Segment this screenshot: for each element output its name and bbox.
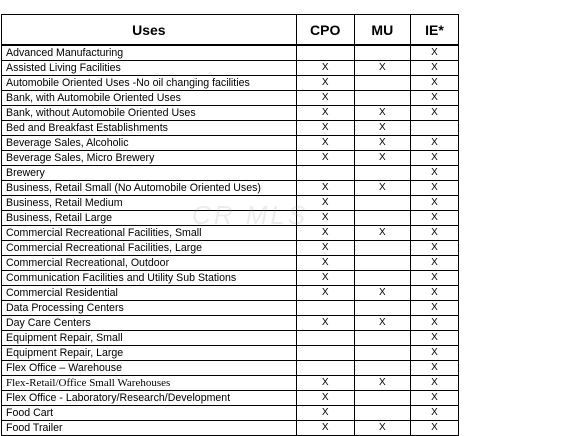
ie-cell: X xyxy=(410,376,458,391)
mu-cell xyxy=(354,211,410,226)
use-cell: Commercial Recreational, Outdoor xyxy=(2,256,297,271)
table-row xyxy=(2,301,459,316)
mu-cell xyxy=(354,45,410,61)
mu-cell xyxy=(354,91,410,106)
cpo-cell: X xyxy=(296,316,354,331)
cpo-cell xyxy=(296,361,354,376)
mu-cell xyxy=(354,346,410,361)
mu-cell xyxy=(354,256,410,271)
table-row xyxy=(2,106,459,121)
mu-cell: X xyxy=(354,121,410,136)
mu-cell xyxy=(354,331,410,346)
table-row xyxy=(2,331,459,346)
table-row xyxy=(2,406,459,421)
cpo-cell: X xyxy=(296,226,354,241)
use-cell: Food Trailer xyxy=(2,421,297,436)
ie-cell: X xyxy=(410,391,458,406)
use-cell: Automobile Oriented Uses -No oil changing facilities xyxy=(2,76,297,91)
table-row xyxy=(2,211,459,226)
use-cell: Equipment Repair, Large xyxy=(2,346,297,361)
cpo-cell xyxy=(296,331,354,346)
cpo-cell: X xyxy=(296,271,354,286)
cpo-cell: X xyxy=(296,151,354,166)
table-row xyxy=(2,391,459,406)
cpo-cell: X xyxy=(296,376,354,391)
table-row xyxy=(2,376,459,391)
cpo-cell: X xyxy=(296,76,354,91)
watermark: CR MLS xyxy=(192,200,309,230)
use-cell: Business, Retail Large xyxy=(2,211,297,226)
mu-cell xyxy=(354,391,410,406)
cpo-cell: X xyxy=(296,196,354,211)
mu-cell: X xyxy=(354,106,410,121)
table-row xyxy=(2,121,459,136)
ie-cell: X xyxy=(410,406,458,421)
cpo-cell: X xyxy=(296,391,354,406)
cpo-cell: X xyxy=(296,421,354,436)
use-cell: Commercial Recreational Facilities, Large xyxy=(2,241,297,256)
use-cell: Bank, with Automobile Oriented Uses xyxy=(2,91,297,106)
header-uses: Uses xyxy=(2,15,297,46)
cpo-cell: X xyxy=(296,241,354,256)
header-ie: IE* xyxy=(410,15,458,46)
ie-cell: X xyxy=(410,286,458,301)
use-cell: Bed and Breakfast Establishments xyxy=(2,121,297,136)
ie-cell: X xyxy=(410,76,458,91)
table-row xyxy=(2,61,459,76)
table-row xyxy=(2,286,459,301)
cpo-cell: X xyxy=(296,121,354,136)
mu-cell xyxy=(354,166,410,181)
ie-cell: X xyxy=(410,181,458,196)
table-row xyxy=(2,271,459,286)
mu-cell xyxy=(354,361,410,376)
mu-cell: X xyxy=(354,181,410,196)
ie-cell: X xyxy=(410,421,458,436)
header-cpo: CPO xyxy=(296,15,354,46)
cpo-cell: X xyxy=(296,256,354,271)
use-cell: Food Cart xyxy=(2,406,297,421)
cpo-cell xyxy=(296,346,354,361)
ie-cell: X xyxy=(410,241,458,256)
mu-cell: X xyxy=(354,376,410,391)
cpo-cell: X xyxy=(296,61,354,76)
cpo-cell xyxy=(296,45,354,61)
use-cell: Beverage Sales, Micro Brewery xyxy=(2,151,297,166)
cpo-cell: X xyxy=(296,106,354,121)
mu-cell: X xyxy=(354,61,410,76)
ie-cell: X xyxy=(410,45,458,61)
ie-cell: X xyxy=(410,331,458,346)
table-header xyxy=(2,15,459,46)
use-cell: Advanced Manufacturing xyxy=(2,45,297,61)
table-row xyxy=(2,421,459,436)
cpo-cell xyxy=(296,166,354,181)
use-cell: Brewery xyxy=(2,166,297,181)
header-row xyxy=(2,15,459,46)
cpo-cell: X xyxy=(296,211,354,226)
ie-cell: X xyxy=(410,106,458,121)
table-body xyxy=(2,45,459,436)
use-cell: Assisted Living Facilities xyxy=(2,61,297,76)
cpo-cell: X xyxy=(296,91,354,106)
use-cell: Flex-Retail/Office Small Warehouses xyxy=(2,376,297,391)
ie-cell: X xyxy=(410,136,458,151)
table-row xyxy=(2,316,459,331)
table-row xyxy=(2,76,459,91)
ie-cell: X xyxy=(410,61,458,76)
use-cell: Commercial Recreational Facilities, Small xyxy=(2,226,297,241)
use-cell: Commercial Residential xyxy=(2,286,297,301)
use-cell: Beverage Sales, Alcoholic xyxy=(2,136,297,151)
ie-cell: X xyxy=(410,151,458,166)
table-row xyxy=(2,91,459,106)
mu-cell: X xyxy=(354,286,410,301)
mu-cell: X xyxy=(354,421,410,436)
mu-cell: X xyxy=(354,316,410,331)
ie-cell xyxy=(410,121,458,136)
table-row xyxy=(2,136,459,151)
table-row xyxy=(2,45,459,61)
mu-cell xyxy=(354,406,410,421)
table-row xyxy=(2,181,459,196)
ie-cell: X xyxy=(410,166,458,181)
mu-cell xyxy=(354,196,410,211)
ie-cell: X xyxy=(410,256,458,271)
use-cell: Business, Retail Medium xyxy=(2,196,297,211)
cpo-cell: X xyxy=(296,286,354,301)
ie-cell: X xyxy=(410,346,458,361)
mu-cell: X xyxy=(354,226,410,241)
table-row xyxy=(2,361,459,376)
ie-cell: X xyxy=(410,196,458,211)
zoning-uses-table xyxy=(1,14,459,436)
use-cell: Flex Office - Laboratory/Research/Development xyxy=(2,391,297,406)
mu-cell: X xyxy=(354,136,410,151)
ie-cell: X xyxy=(410,316,458,331)
use-cell: Flex Office – Warehouse xyxy=(2,361,297,376)
ie-cell: X xyxy=(410,271,458,286)
mu-cell: X xyxy=(354,151,410,166)
table-row xyxy=(2,241,459,256)
mu-cell xyxy=(354,301,410,316)
use-cell: Business, Retail Small (No Automobile Oriented Uses) xyxy=(2,181,297,196)
cpo-cell xyxy=(296,301,354,316)
table-row xyxy=(2,196,459,211)
mu-cell xyxy=(354,241,410,256)
mu-cell xyxy=(354,76,410,91)
ie-cell: X xyxy=(410,91,458,106)
table-row xyxy=(2,346,459,361)
table-row xyxy=(2,226,459,241)
use-cell: Equipment Repair, Small xyxy=(2,331,297,346)
use-cell: Day Care Centers xyxy=(2,316,297,331)
header-mu: MU xyxy=(354,15,410,46)
cpo-cell: X xyxy=(296,406,354,421)
ie-cell: X xyxy=(410,361,458,376)
use-cell: Communication Facilities and Utility Sub Stations xyxy=(2,271,297,286)
cpo-cell: X xyxy=(296,136,354,151)
table-row xyxy=(2,166,459,181)
ie-cell: X xyxy=(410,226,458,241)
ie-cell: X xyxy=(410,301,458,316)
ie-cell: X xyxy=(410,211,458,226)
cpo-cell: X xyxy=(296,181,354,196)
table-row xyxy=(2,151,459,166)
use-cell: Bank, without Automobile Oriented Uses xyxy=(2,106,297,121)
table-row xyxy=(2,256,459,271)
mu-cell xyxy=(354,271,410,286)
use-cell: Data Processing Centers xyxy=(2,301,297,316)
